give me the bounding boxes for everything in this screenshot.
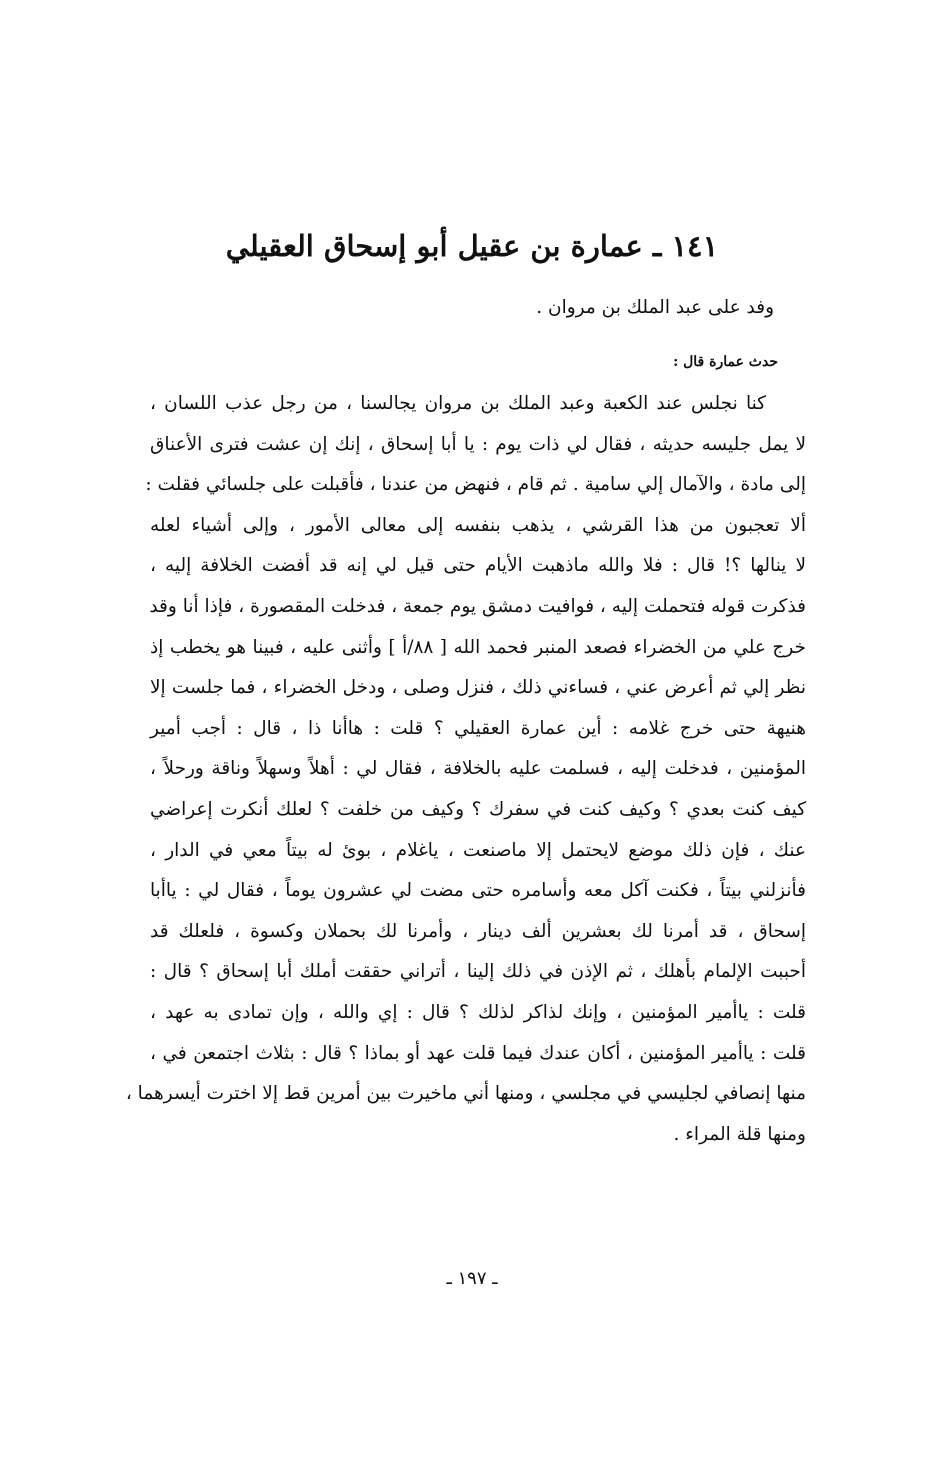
text-line: لا يمل جليسه حديثه ، فقال لي ذات يوم : يا أبا إسحاق ، إنك إن عشت فترى الأعناق [150, 433, 806, 455]
text-line: كنا نجلس عند الكعبة وعبد الملك بن مروان يجالسنا ، من رجل عذب اللسان ، [150, 393, 766, 414]
narrator-line: حدث عمارة قال : [673, 354, 778, 370]
text-line: المؤمنين ، فدخلت إليه ، فسلمت عليه بالخلافة ، فقال لي : أهلاً وسهلاً وناقة ورحلاً ، [150, 758, 806, 780]
text-line: إلى مادة ، والآمال إلي سامية . ثم قام ، فنهض من عندنا ، فأقبلت على جلسائي فقلت : [145, 474, 806, 496]
biography-title: ١٤١ ـ عمارة بن عقيل أبو إسحاق العقيلي [225, 229, 719, 263]
text-line: منها إنصافي لجليسي في مجلسي ، ومنها أني ماخيرت بين أمرين قط إلا اخترت أيسرهما ، [125, 1083, 806, 1105]
text-line: فذكرت قوله فتحملت إليه ، فوافيت دمشق يوم جمعة ، فدخلت المقصورة ، فإذا أنا وقد [149, 595, 806, 617]
body-paragraph [125, 384, 806, 1155]
text-line: ألا تعجبون من هذا القرشي ، يذهب بنفسه إلى معالى الأمور ، وإلى أشياء لعله [150, 514, 806, 536]
text-line: إسحاق ، قد أمرنا لك بعشرين ألف دينار ، وأمرنا لك بحملان وكسوة ، فلعلك قد [150, 920, 806, 942]
page-number: ـ ١٩٧ ـ [446, 1268, 498, 1289]
text-line: ومنها قلة المراء . [673, 1123, 806, 1145]
text-line: قلت : ياأمير المؤمنين ، أكان عندك فيما قلت عهد أو بماذا ؟ قال : بثلاث اجتمعن في ، [150, 1042, 806, 1064]
text-line: خرج علي من الخضراء فصعد المنبر فحمد الله [ ٨٨/أ ] وأثنى عليه ، فبينا هو يخطب إذ [150, 636, 806, 658]
text-line: كيف كنت بعدي ؟ وكيف كنت في سفرك ؟ وكيف من خلفت ؟ لعلك أنكرت إعراضي [150, 798, 806, 820]
text-line: فأنزلني بيتاً ، فكنت آكل معه وأسامره حتى مضت لي عشرون يوماً ، فقال لي : ياأبا [150, 880, 806, 902]
text-line: هنيهة حتى خرج غلامه : أين عمارة العقيلي ؟ قلت : هاأنا ذا ، قال : أجب أمير [150, 717, 806, 739]
intro-sentence: وفد على عبد الملك بن مروان . [536, 297, 774, 318]
text-line: أحببت الإلمام بأهلك ، ثم الإذن في ذلك إلينا ، أتراني حققت أملك أبا إسحاق ؟ قال : [150, 961, 806, 983]
text-line: نظر إلي ثم أعرض عني ، فساءني ذلك ، فنزل وصلى ، ودخل الخضراء ، فما جلست إلا [150, 677, 806, 699]
text-line: عنك ، فإن ذلك موضع لايحتمل إلا ماصنعت ، ياغلام ، بوئ له بيتاً معي في الدار ، [150, 839, 806, 861]
text-line: لا ينالها ؟! قال : فلا والله ماذهبت الأيام حتى قيل لي إنه قد أفضت الخلافة إليه ، [150, 555, 806, 577]
text-line: قلت : ياأمير المؤمنين ، وإنك لذاكر لذلك ؟ قال : إي والله ، وإن تمادى به عهد ، [150, 1001, 806, 1023]
